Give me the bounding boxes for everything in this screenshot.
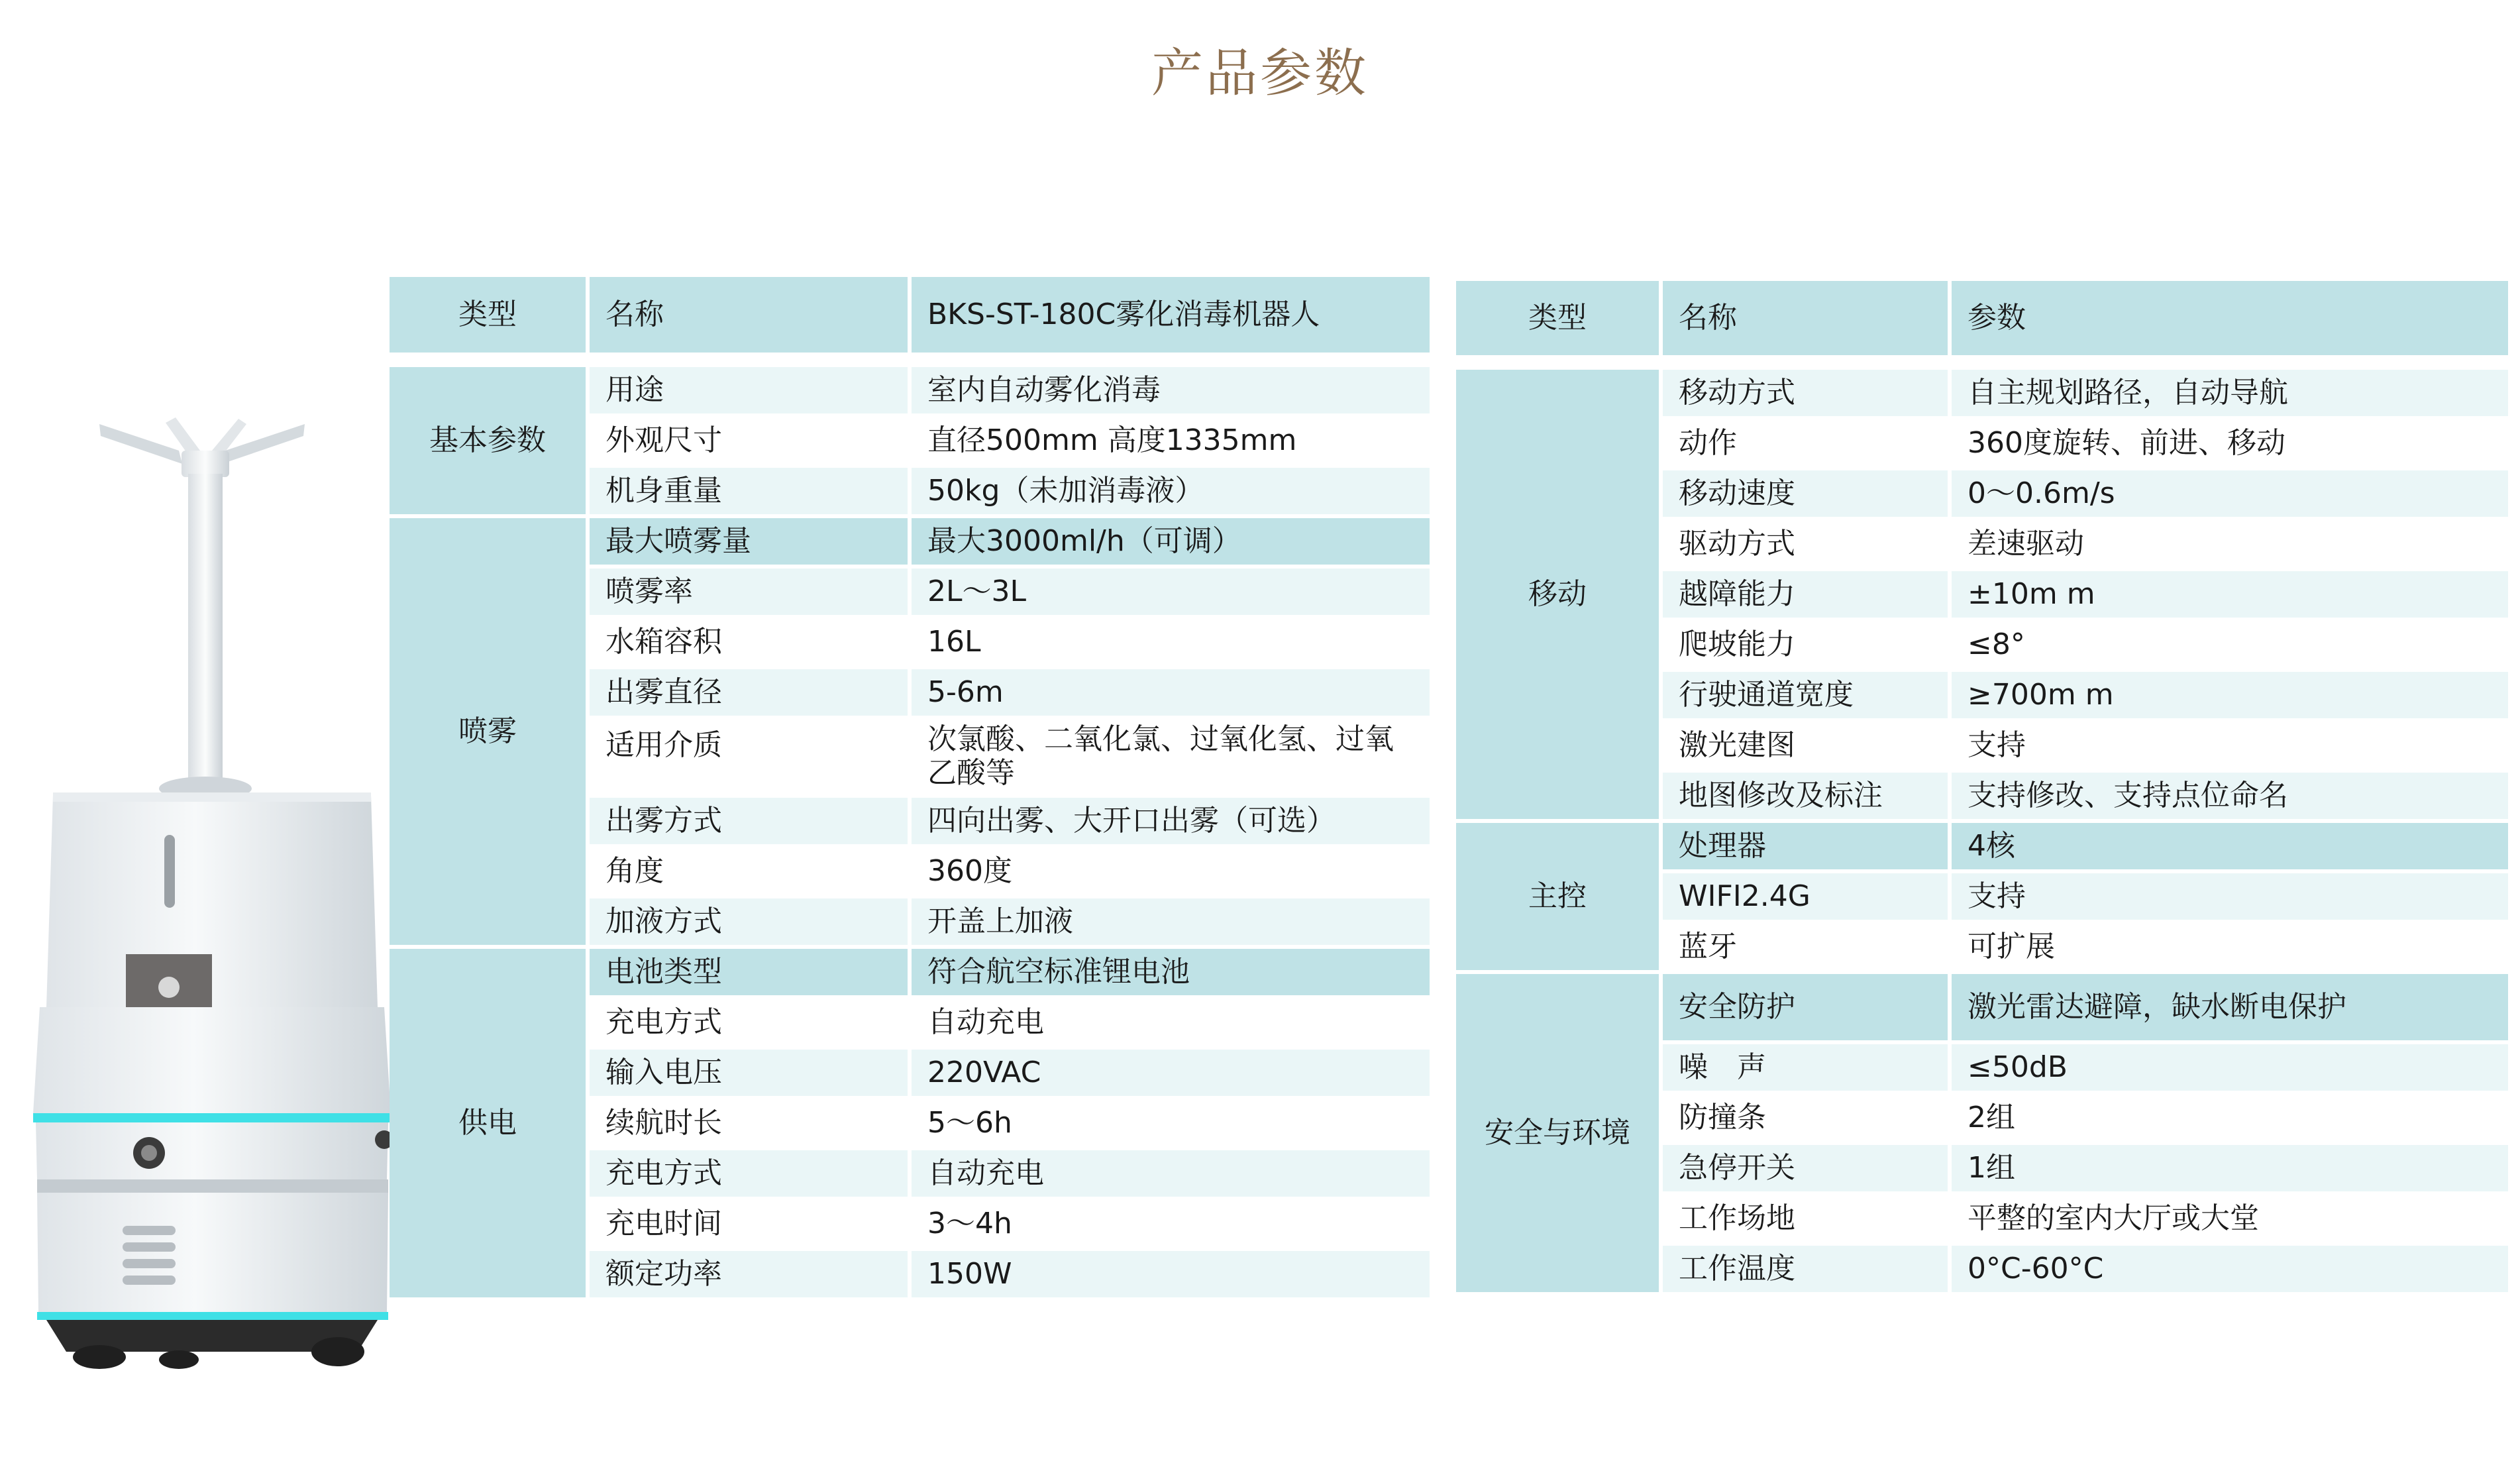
param-name: 加液方式 bbox=[590, 898, 908, 945]
param-value: 可扩展 bbox=[1952, 924, 2508, 970]
param-name: 适用介质 bbox=[590, 720, 908, 794]
param-value: 5-6m bbox=[912, 669, 1430, 716]
param-value: 差速驱动 bbox=[1952, 521, 2508, 567]
param-name: 安全防护 bbox=[1663, 974, 1948, 1040]
param-name: 防撞条 bbox=[1663, 1095, 1948, 1141]
param-name: 出雾方式 bbox=[590, 798, 908, 844]
param-name: 动作 bbox=[1663, 420, 1948, 466]
table-row bbox=[1456, 823, 2508, 869]
param-name: 行驶通道宽度 bbox=[1663, 672, 1948, 718]
header-type: 类型 bbox=[390, 277, 586, 353]
param-name: WIFI2.4G bbox=[1663, 873, 1948, 920]
param-value: 5～6h bbox=[912, 1100, 1430, 1146]
param-value: 四向出雾、大开口出雾（可选） bbox=[912, 798, 1430, 844]
param-value: 50kg（未加消毒液） bbox=[912, 468, 1430, 514]
header-name: 名称 bbox=[590, 277, 908, 353]
param-value: 自动充电 bbox=[912, 999, 1430, 1046]
param-value: 360度 bbox=[912, 848, 1430, 895]
param-value: 符合航空标准锂电池 bbox=[912, 949, 1430, 995]
param-name: 喷雾率 bbox=[590, 569, 908, 615]
param-name: 充电时间 bbox=[590, 1201, 908, 1247]
param-name: 移动速度 bbox=[1663, 470, 1948, 517]
param-name: 机身重量 bbox=[590, 468, 908, 514]
category-spray: 喷雾 bbox=[390, 518, 586, 945]
param-name: 最大喷雾量 bbox=[590, 518, 908, 565]
table-row bbox=[390, 367, 1430, 413]
right-spec-table bbox=[1452, 277, 2512, 1296]
param-value: 2组 bbox=[1952, 1095, 2508, 1141]
param-value: 0～0.6m/s bbox=[1952, 470, 2508, 517]
param-name: 续航时长 bbox=[590, 1100, 908, 1146]
disinfection-robot-image bbox=[26, 398, 397, 1391]
header-model: BKS-ST-180C雾化消毒机器人 bbox=[912, 277, 1430, 353]
param-value: 支持修改、支持点位命名 bbox=[1952, 773, 2508, 819]
param-name: 角度 bbox=[590, 848, 908, 895]
param-name: 急停开关 bbox=[1663, 1145, 1948, 1191]
param-value: 1组 bbox=[1952, 1145, 2508, 1191]
param-value: 激光雷达避障，缺水断电保护 bbox=[1952, 974, 2508, 1040]
header-params: 参数 bbox=[1952, 281, 2508, 355]
param-name: 越障能力 bbox=[1663, 571, 1948, 618]
param-value: 0°C-60°C bbox=[1952, 1246, 2508, 1292]
param-value: ≥700m m bbox=[1952, 672, 2508, 718]
param-name: 工作场地 bbox=[1663, 1195, 1948, 1242]
param-value: 16L bbox=[912, 619, 1430, 665]
header-name: 名称 bbox=[1663, 281, 1948, 355]
table-row bbox=[390, 949, 1430, 995]
param-name: 充电方式 bbox=[590, 999, 908, 1046]
param-value: 室内自动雾化消毒 bbox=[912, 367, 1430, 413]
param-value: 220VAC bbox=[912, 1050, 1430, 1096]
param-value: ≤50dB bbox=[1952, 1044, 2508, 1091]
param-name: 蓝牙 bbox=[1663, 924, 1948, 970]
param-name: 驱动方式 bbox=[1663, 521, 1948, 567]
param-name: 地图修改及标注 bbox=[1663, 773, 1948, 819]
param-value: 支持 bbox=[1952, 722, 2508, 769]
param-name: 噪 声 bbox=[1663, 1044, 1948, 1091]
param-value: 150W bbox=[912, 1251, 1430, 1297]
param-value: ≤8° bbox=[1952, 622, 2508, 668]
param-name: 水箱容积 bbox=[590, 619, 908, 665]
table-row bbox=[390, 518, 1430, 565]
param-name: 出雾直径 bbox=[590, 669, 908, 716]
table-row bbox=[1456, 370, 2508, 416]
category-power: 供电 bbox=[390, 949, 586, 1297]
param-value: ±10m m bbox=[1952, 571, 2508, 618]
param-name: 电池类型 bbox=[590, 949, 908, 995]
left-spec-table bbox=[386, 273, 1434, 1301]
param-value: 平整的室内大厅或大堂 bbox=[1952, 1195, 2508, 1242]
param-value: 2L～3L bbox=[912, 569, 1430, 615]
param-name: 用途 bbox=[590, 367, 908, 413]
param-value: 支持 bbox=[1952, 873, 2508, 920]
category-safety: 安全与环境 bbox=[1456, 974, 1659, 1292]
param-value: 360度旋转、前进、移动 bbox=[1952, 420, 2508, 466]
param-name: 移动方式 bbox=[1663, 370, 1948, 416]
page-title: 产品参数 bbox=[1151, 44, 1369, 103]
param-name: 爬坡能力 bbox=[1663, 622, 1948, 668]
left-header-row bbox=[390, 277, 1430, 353]
param-value: 次氯酸、二氧化氯、过氧化氢、过氧乙酸等 bbox=[912, 720, 1430, 794]
param-name: 额定功率 bbox=[590, 1251, 908, 1297]
param-name: 工作温度 bbox=[1663, 1246, 1948, 1292]
param-name: 输入电压 bbox=[590, 1050, 908, 1096]
param-name: 激光建图 bbox=[1663, 722, 1948, 769]
category-controller: 主控 bbox=[1456, 823, 1659, 970]
param-value: 4核 bbox=[1952, 823, 2508, 869]
param-value: 3～4h bbox=[912, 1201, 1430, 1247]
param-value: 自主规划路径，自动导航 bbox=[1952, 370, 2508, 416]
category-mobility: 移动 bbox=[1456, 370, 1659, 819]
category-basic: 基本参数 bbox=[390, 367, 586, 514]
header-type: 类型 bbox=[1456, 281, 1659, 355]
right-header-row bbox=[1456, 281, 2508, 355]
param-value: 最大3000ml/h（可调） bbox=[912, 518, 1430, 565]
param-value: 开盖上加液 bbox=[912, 898, 1430, 945]
param-value: 自动充电 bbox=[912, 1150, 1430, 1197]
param-name: 处理器 bbox=[1663, 823, 1948, 869]
param-value: 直径500mm 高度1335mm bbox=[912, 417, 1430, 464]
param-name: 外观尺寸 bbox=[590, 417, 908, 464]
param-name: 充电方式 bbox=[590, 1150, 908, 1197]
table-row bbox=[1456, 974, 2508, 1040]
